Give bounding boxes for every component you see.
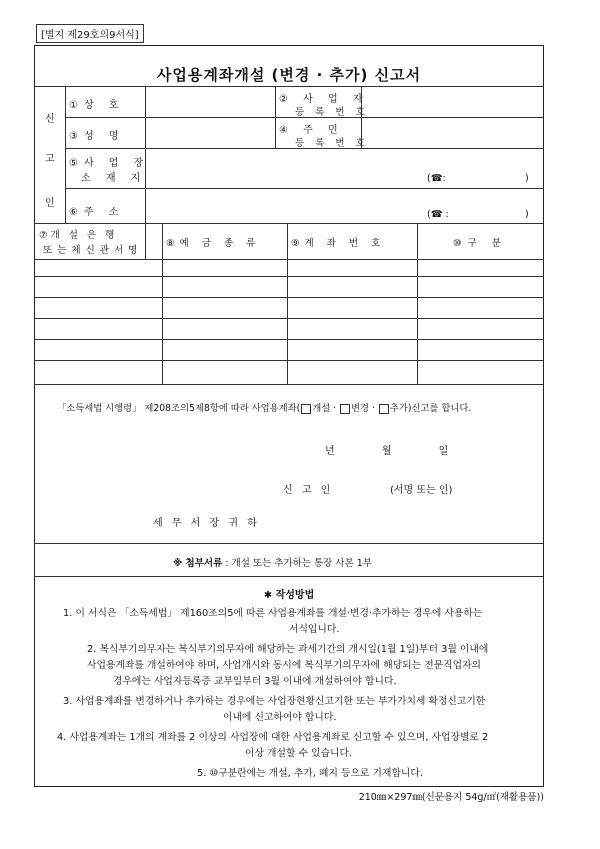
reporter-label: 신 고 인 [283, 485, 334, 496]
instructions-heading: ✱ 작성방법 [263, 590, 315, 601]
biz-reg-label-2: 등 록 번 호 [295, 107, 369, 118]
instruction-2c: 경우에는 사업자등록증 교부일부터 3월 이내에 개설하여야 합니다. [113, 676, 397, 687]
reporter-side-label-1: 신 [45, 114, 55, 125]
account-no-header: ⑨계 좌 번 호 [291, 238, 386, 249]
table-row-line [35, 339, 543, 340]
instructions-divider [35, 576, 543, 577]
biz-location-label-2: 소 재 지 [81, 173, 147, 184]
add-checkbox[interactable] [379, 404, 389, 414]
phone-close-2: ) [525, 209, 529, 220]
trade-name-field[interactable] [147, 88, 273, 116]
table-col-line [417, 223, 418, 384]
resident-no-label: ④ 주 민 [279, 125, 344, 136]
trade-name-label: ①상 호 [69, 100, 125, 111]
bank-name-header-2: 또 는 체 신 관 서 명 [43, 245, 139, 256]
instruction-1a: 1. 이 서식은 「소득세법」 제160조의5에 따른 사업용계좌를 개설·변경·추가하는 경우에 사용하는 [63, 608, 483, 619]
table-row-line [35, 318, 543, 319]
date-line: 년 월 일 [325, 446, 471, 457]
declaration-text: 「소득세법 시행령」 제208조의5제8항에 따라 사업용계좌( 개설 · 변경 · 추가)신고를 합니다. [57, 403, 472, 414]
reporter-side-label-3: 인 [45, 198, 55, 209]
table-row-line [35, 297, 543, 298]
add-label: 추가 [389, 403, 408, 414]
signature-label: (서명 또는 인) [390, 485, 453, 496]
form-title: 사업용계좌개설 (변경 · 추가) 신고서 [156, 66, 422, 84]
declaration-text-b: )신고를 합니다. [407, 403, 472, 414]
attachment-label: ※ 첨부서류 [173, 558, 223, 569]
name-field[interactable] [147, 119, 273, 147]
bank-name-header: ⑦개 설 은 행 [39, 230, 118, 241]
instruction-1b: 서식입니다. [289, 624, 340, 635]
address-label: ⑥주 소 [69, 207, 125, 218]
table-row-line [35, 360, 543, 361]
phone-label-2: (☎ : [427, 209, 449, 220]
table-col-line [162, 223, 163, 384]
attachment-line [173, 555, 372, 569]
biz-reg-label: ② 사 업 자 [279, 94, 369, 105]
address-label-line [145, 223, 146, 259]
phone-close-1: ) [525, 173, 529, 184]
report-form [34, 45, 544, 787]
instruction-3b: 이내에 신고하여야 합니다. [223, 712, 337, 723]
biz-location-label: ⑤사 업 장 [69, 158, 150, 169]
mid-column-line [275, 86, 276, 148]
instruction-2a: 2. 복식부기의무자는 복식부기의무자에 해당하는 과세기간의 개시일(1월 1일)부터 3월 이내에 [87, 644, 489, 655]
title-divider [35, 86, 543, 87]
change-label: 변경 [351, 403, 370, 414]
instruction-4b: 이상 개설할 수 있습니다. [245, 748, 353, 759]
change-checkbox[interactable] [340, 404, 350, 414]
form-number-tag: [별지 제29호의9서식] [36, 24, 144, 43]
declaration-text-a: 「소득세법 시행령」 제208조의5제8항에 따라 사업용계좌( [57, 403, 301, 414]
table-col-line [287, 223, 288, 384]
reporter-side-label-2: 고 [45, 154, 55, 165]
open-label: 개설 [312, 403, 331, 414]
attachment-text: : 개설 또는 추가하는 통장 사본 1부 [225, 558, 372, 569]
biz-location-field[interactable] [147, 150, 541, 186]
instruction-3a: 3. 사업용계좌를 변경하거나 추가하는 경우에는 사업장현황신고기한 또는 부가가치세 확정신고기한 [63, 696, 486, 707]
table-header-divider [35, 259, 543, 260]
address-field[interactable] [147, 189, 541, 221]
biz-reg-no-field[interactable] [363, 88, 541, 116]
name-label: ③성 명 [69, 131, 125, 142]
instruction-5: 5. ⑩구분란에는 개설, 추가, 폐지 등으로 기재합니다. [197, 768, 423, 779]
table-row-line [35, 276, 543, 277]
instruction-2b: 사업용계좌를 개설하여야 하며, 사업개시와 동시에 복식부기의무자에 해당되는 전문직업자의 [87, 660, 481, 671]
phone-label-1: (☎: [427, 173, 446, 184]
instruction-4a: 4. 사업용계좌는 1개의 계좌를 2 이상의 사업장에 대한 사업용계좌로 신고할 수 있으며, 사업장별로 2 [57, 732, 489, 743]
side-column-line [65, 86, 66, 223]
attachment-divider [35, 543, 543, 544]
category-header: ⑩구 분 [453, 238, 507, 249]
open-checkbox[interactable] [301, 404, 311, 414]
declaration-divider [35, 384, 543, 385]
resident-no-label-2: 등 록 번 호 [295, 138, 369, 149]
resident-no-field[interactable] [363, 119, 541, 147]
recipient-label: 세 무 서 장 귀 하 [153, 518, 260, 529]
deposit-type-header: ⑧예 금 종 류 [166, 238, 261, 249]
row-divider [35, 223, 543, 224]
paper-spec-footer: 210㎜×297㎜(신문용지 54g/㎡(재활용품)) [358, 792, 544, 803]
